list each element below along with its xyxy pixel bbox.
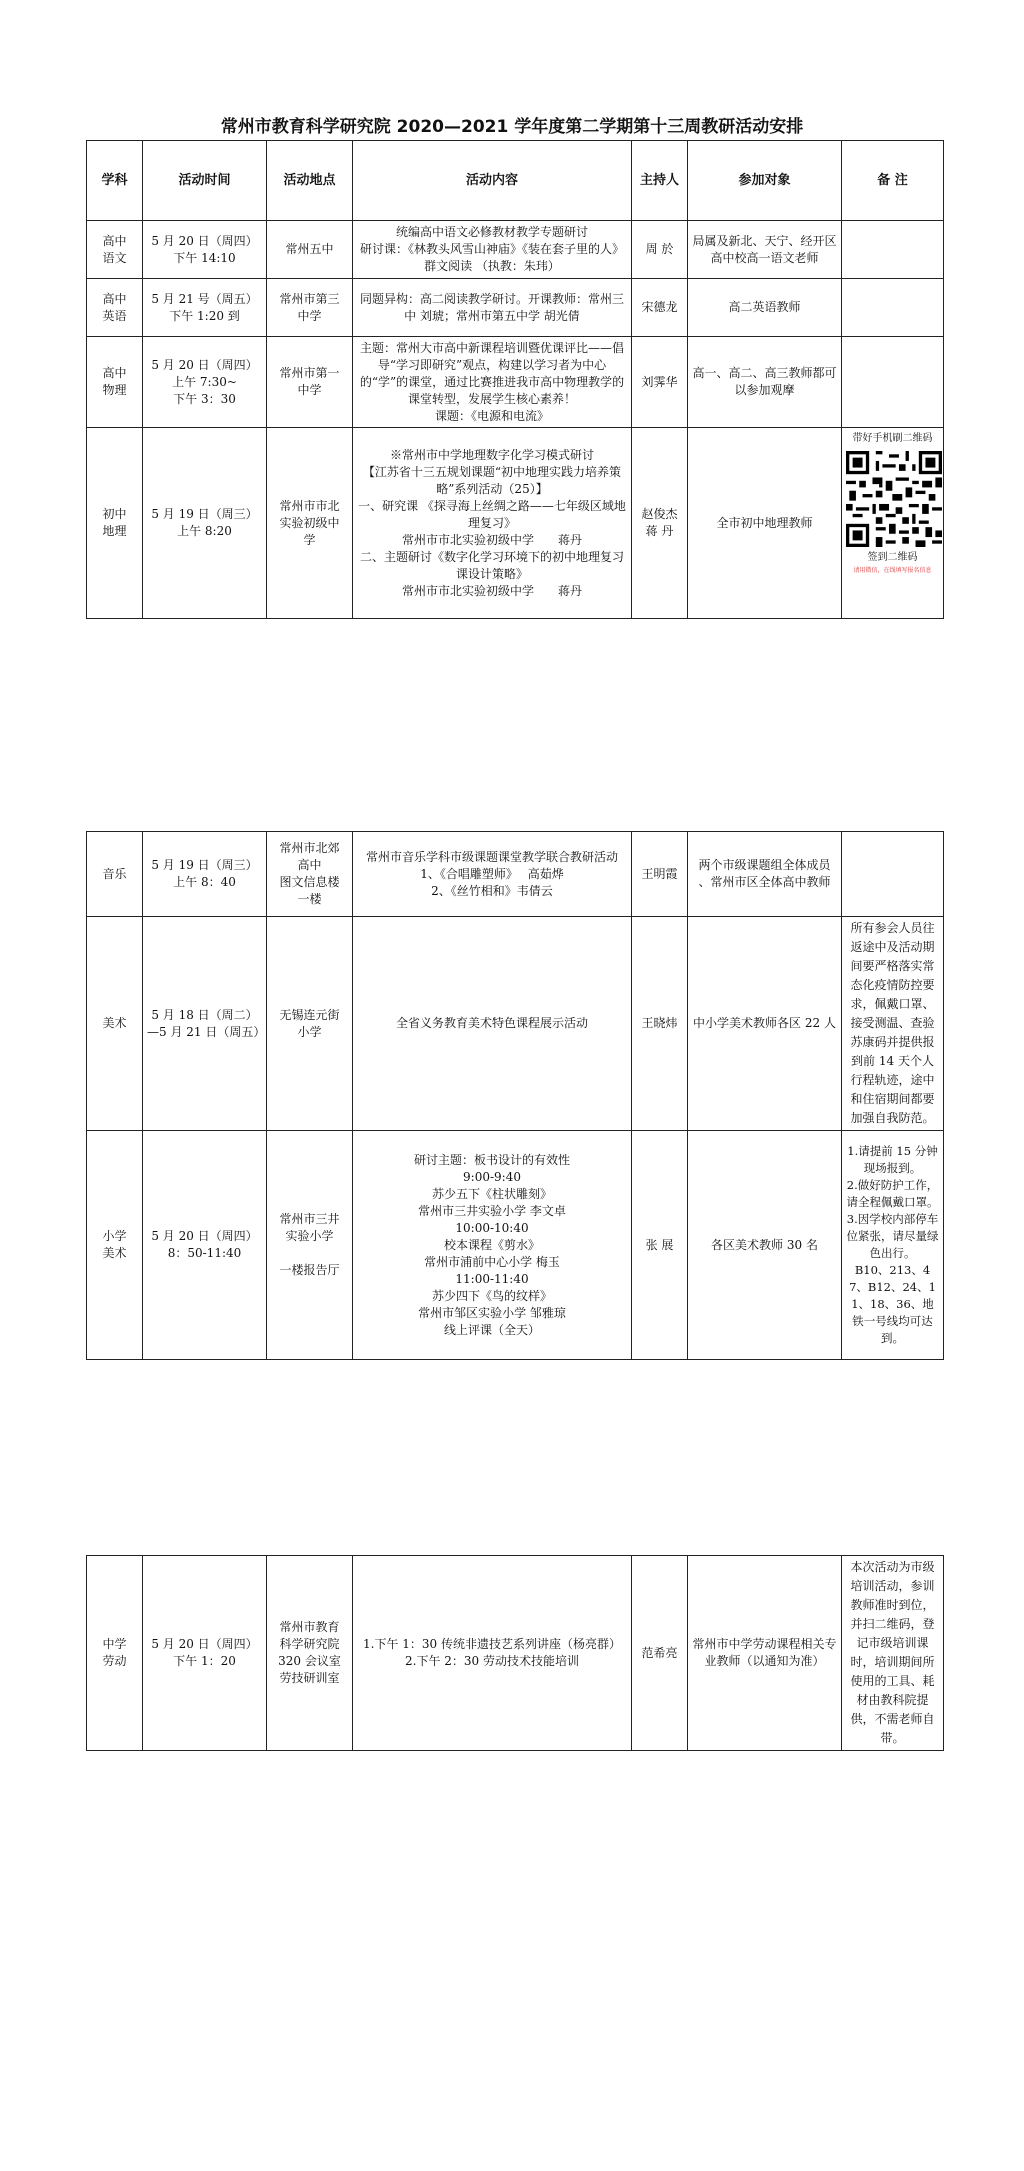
place-cell — [267, 428, 353, 619]
subject-cell — [87, 832, 143, 917]
subject-cell — [87, 221, 143, 279]
content-line: 常州市三井实验小学 李文卓 — [418, 1203, 566, 1218]
header-host: 主持人 — [632, 141, 688, 221]
content-line: 线上评课（全天） — [443, 1322, 540, 1337]
qr-code-icon[interactable] — [846, 451, 942, 547]
content-line: 主题：常州大市高中新课程培训暨优课评比——倡导“学习即研究”观点，构建以学习者为中心的“学”的课堂，通过比赛推进我市高中物理教学的课堂转型，发展学生核心素养！ — [359, 340, 625, 406]
time-line: 下午 14:10 — [173, 250, 236, 265]
table-row — [87, 1556, 944, 1751]
content-cell — [353, 428, 632, 619]
note-cell — [842, 1131, 944, 1360]
qr-caption: 签到二维码 — [867, 552, 918, 563]
place-cell — [267, 221, 353, 279]
content-cell — [353, 1556, 632, 1751]
content-line: 1.下午 1：30 传统非遗技艺系列讲座（杨亮群） — [363, 1637, 621, 1651]
place-line: 劳技研训室 — [279, 1671, 340, 1685]
note-cell — [842, 428, 944, 619]
time-cell — [143, 1131, 267, 1360]
place-line: 常州市北郊 — [279, 841, 340, 855]
target-cell: 中小学美术教师各区 22 人 — [688, 917, 842, 1131]
target-cell: 高一、高二、高三教师都可以参加观摩 — [688, 337, 842, 428]
time-line: 8：50-11:40 — [167, 1246, 242, 1260]
content-cell — [353, 1131, 632, 1360]
content-cell — [353, 337, 632, 428]
schedule-table-1 — [86, 140, 944, 619]
table-row — [87, 832, 944, 917]
content-line: 2、《丝竹相和》韦倩云 — [431, 883, 553, 898]
place-line: 常州五中 — [285, 242, 334, 256]
place-line — [271, 1245, 348, 1262]
content-line: 常州市市北实验初级中学 蒋丹 — [401, 532, 582, 547]
place-line: 实验小学 — [285, 1229, 334, 1243]
note-cell: 本次活动为市级培训活动，参训教师准时到位，并扫二维码，登记市级培训课时，培训期间所使用的工具、耗材由教科院提供，不需老师自带。 — [842, 1556, 944, 1751]
table-row — [87, 337, 944, 428]
place-cell — [267, 832, 353, 917]
target-cell: 常州市中学劳动课程相关专业教师（以通知为准） — [688, 1556, 842, 1751]
time-line: 5 月 18 日（周二） — [151, 1007, 258, 1022]
header-note: 备 注 — [842, 141, 944, 221]
qr-small-note: 请用微信，在线填写报名信息 — [853, 567, 932, 574]
content-line: 1、《合唱雕塑师》 高茹烨 — [420, 866, 564, 881]
time-line: 5 月 20 日（周四） — [151, 1637, 258, 1651]
subject-cell — [87, 1556, 143, 1751]
header-time: 活动时间 — [143, 141, 267, 221]
time-line: 上午 8：40 — [173, 875, 236, 889]
subject-line: 劳动 — [102, 1654, 127, 1668]
note-line: 2.做好防护工作，请全程佩戴口罩。 — [846, 1178, 939, 1209]
table-row — [87, 917, 944, 1131]
content-line: 统编高中语文必修教材教学专题研讨 — [395, 225, 588, 239]
place-line: 一楼 — [297, 892, 322, 906]
subject-line: 初中 — [102, 507, 127, 521]
place-cell — [267, 279, 353, 337]
target-cell: 高二英语教师 — [688, 279, 842, 337]
place-cell — [267, 1131, 353, 1360]
place-line: 320 会议室 — [278, 1654, 341, 1668]
subject-line: 高中 — [102, 233, 127, 248]
content-line: 校本课程《剪水》 — [443, 1237, 540, 1252]
time-line: —5 月 21 日（周五） — [147, 1024, 266, 1039]
subject-line: 语文 — [102, 250, 127, 265]
subject-line: 美术 — [102, 1246, 127, 1260]
content-line: 研讨主题：板书设计的有效性 — [413, 1152, 570, 1167]
schedule-table-3 — [86, 1555, 944, 1751]
host-cell: 张 展 — [632, 1131, 688, 1360]
subject-cell — [87, 428, 143, 619]
place-line: 高中 — [297, 858, 322, 872]
content-line: 一、研究课 《探寻海上丝绸之路——七年级区域地理复习》 — [358, 498, 626, 530]
note-cell — [842, 221, 944, 279]
table-row — [87, 279, 944, 337]
time-cell — [143, 428, 267, 619]
time-cell — [143, 221, 267, 279]
host-cell: 王明霞 — [632, 832, 688, 917]
content-line: 常州市浦前中心小学 梅玉 — [424, 1254, 560, 1269]
target-cell: 局属及新北、天宁、经开区高中校高一语文老师 — [688, 221, 842, 279]
note-cell — [842, 337, 944, 428]
place-line: 实验初级中 — [279, 515, 340, 530]
time-cell — [143, 279, 267, 337]
note-cell: 所有参会人员往返途中及活动期间要严格落实常态化疫情防控要求，佩戴口罩、接受测温、查验苏康码并提供报到前 14 天个人行程轨迹，途中和住宿期间都要加强自我防范。 — [842, 917, 944, 1131]
time-cell — [143, 337, 267, 428]
place-line: 学 — [303, 532, 316, 547]
target-cell: 全市初中地理教师 — [688, 428, 842, 619]
content-line: 常州市市北实验初级中学 蒋丹 — [401, 583, 582, 598]
content-line: 10:00-10:40 — [455, 1220, 529, 1235]
table-row — [87, 221, 944, 279]
note-line: B10、213、47、B12、24、11、18、36、地铁一号线均可达到。 — [849, 1263, 936, 1345]
qr-instruction: 带好手机刷二维码 — [852, 433, 933, 444]
host-cell: 周 於 — [632, 221, 688, 279]
schedule-table-2 — [86, 831, 944, 1360]
subject-line: 地理 — [102, 524, 127, 538]
content-line: 苏少五下《柱状雕刻》 — [431, 1186, 552, 1201]
place-line: 小学 — [297, 1024, 322, 1039]
subject-line: 高中 — [102, 291, 127, 306]
page-title: 常州市教育科学研究院 2020—2021 学年度第二学期第十三周教研活动安排 — [220, 117, 804, 137]
note-cell — [842, 279, 944, 337]
place-line: 中学 — [297, 383, 322, 397]
content-line: 常州市音乐学科市级课题课堂教学联合教研活动 — [365, 849, 618, 864]
content-line: 苏少四下《鸟的纹样》 — [431, 1288, 552, 1303]
subject-line: 物理 — [102, 383, 127, 397]
place-line: 科学研究院 — [279, 1637, 340, 1651]
place-cell — [267, 917, 353, 1131]
subject-line: 英语 — [102, 308, 127, 323]
subject-cell — [87, 1131, 143, 1360]
content-cell — [353, 832, 632, 917]
time-line: 下午 1：20 — [173, 1654, 236, 1668]
time-cell — [143, 1556, 267, 1751]
time-line: 5 月 19 日（周三） — [151, 507, 258, 521]
subject-line: 小学 — [102, 1229, 127, 1243]
note-line: 3.因学校内部停车位紧张，请尽量绿色出行。 — [846, 1212, 939, 1260]
time-cell — [143, 832, 267, 917]
place-cell — [267, 337, 353, 428]
time-line: 上午 7:30~ — [172, 374, 237, 389]
header-content: 活动内容 — [353, 141, 632, 221]
content-line: 研讨课：《林教头风雪山神庙》《装在套子里的人》群文阅读 （执教：朱玮） — [359, 242, 624, 273]
content-cell — [353, 221, 632, 279]
table-row — [87, 428, 944, 619]
place-line: 常州市教育 — [279, 1620, 340, 1634]
note-line: 1.请提前 15 分钟现场报到。 — [847, 1144, 938, 1175]
time-line: 5 月 20 日（周四） — [151, 1229, 258, 1243]
place-line: 常州市第一 — [279, 366, 340, 380]
time-cell — [143, 917, 267, 1131]
table-row — [87, 1131, 944, 1360]
content-cell: 同题异构：高二阅读教学研讨。开课教师：常州三中 刘琥；常州市第五中学 胡光倩 — [353, 279, 632, 337]
place-line: 常州市第三 — [279, 291, 340, 306]
time-line: 下午 3：30 — [173, 391, 236, 406]
subject-line: 高中 — [102, 366, 127, 380]
note-cell — [842, 832, 944, 917]
subject-line: 中学 — [102, 1637, 127, 1651]
host-cell: 宋德龙 — [632, 279, 688, 337]
header-row — [87, 141, 944, 221]
content-line: 9:00-9:40 — [463, 1169, 521, 1184]
host-line: 赵俊杰 — [641, 507, 678, 521]
subject-line: 音乐 — [102, 866, 127, 881]
host-cell — [632, 428, 688, 619]
content-line: 课题：《电源和电流》 — [434, 408, 549, 423]
subject-cell — [87, 337, 143, 428]
subject-cell — [87, 279, 143, 337]
place-line: 一楼报告厅 — [279, 1263, 340, 1277]
time-line: 5 月 19 日（周三） — [151, 858, 258, 872]
target-cell: 两个市级课题组全体成员 、常州市区全体高中教师 — [688, 832, 842, 917]
time-line: 下午 1:20 到 — [169, 308, 240, 323]
host-line: 蒋 丹 — [645, 524, 674, 538]
header-subject: 学科 — [87, 141, 143, 221]
host-cell: 王晓炜 — [632, 917, 688, 1131]
place-line: 常州市市北 — [279, 498, 340, 513]
content-line: ※常州市中学地理数字化学习模式研讨 — [389, 447, 594, 462]
place-cell — [267, 1556, 353, 1751]
target-cell: 各区美术教师 30 名 — [688, 1131, 842, 1360]
place-line: 图文信息楼 — [279, 875, 340, 889]
header-target: 参加对象 — [688, 141, 842, 221]
content-line: 常州市邹区实验小学 邹雅琼 — [418, 1305, 566, 1320]
subject-cell — [87, 917, 143, 1131]
time-line: 5 月 21 号（周五） — [151, 291, 258, 306]
host-cell: 范希亮 — [632, 1556, 688, 1751]
place-line: 常州市三井 — [279, 1212, 340, 1226]
place-line: 无锡连元街 — [279, 1007, 340, 1022]
content-line: 二、主题研讨《数字化学习环境下的初中地理复习课设计策略》 — [359, 549, 624, 581]
content-line: 【江苏省十三五规划课题“初中地理实践力培养策略”系列活动（25）】 — [362, 464, 622, 496]
time-line: 5 月 20 日（周四） — [151, 357, 258, 372]
host-cell: 刘霁华 — [632, 337, 688, 428]
content-line: 11:00-11:40 — [455, 1271, 529, 1286]
subject-line: 美术 — [102, 1016, 127, 1030]
place-line: 中学 — [297, 308, 322, 323]
content-cell: 全省义务教育美术特色课程展示活动 — [353, 917, 632, 1131]
header-place: 活动地点 — [267, 141, 353, 221]
content-line: 2.下午 2：30 劳动技术技能培训 — [405, 1654, 579, 1668]
time-line: 上午 8:20 — [177, 524, 232, 538]
time-line: 5 月 20 日（周四） — [151, 233, 258, 248]
